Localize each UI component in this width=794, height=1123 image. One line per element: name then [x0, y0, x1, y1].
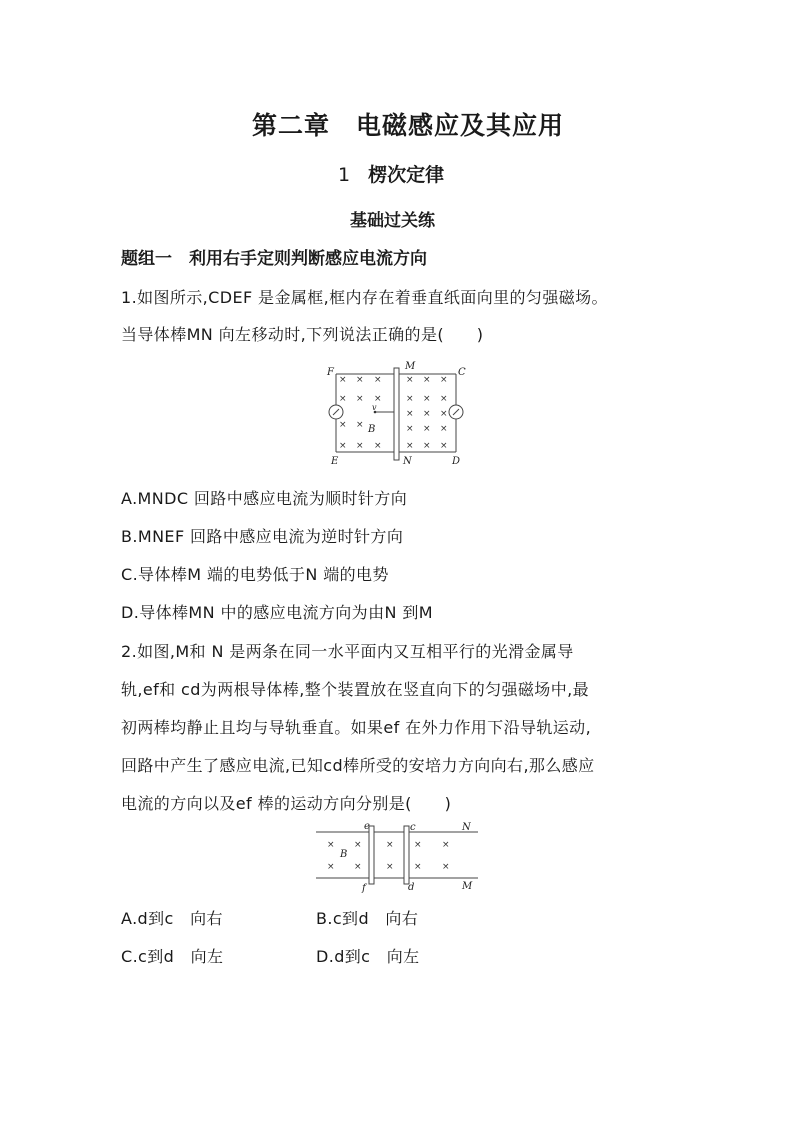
q2-stem-line-1: 2.如图,M和 N 是两条在同一水平面内又互相平行的光滑金属导 [121, 642, 574, 661]
svg-text:×: × [374, 441, 382, 451]
section-name: 楞次定律 [368, 164, 445, 186]
svg-text:×: × [386, 840, 394, 850]
section-number: 1 [338, 164, 351, 186]
q1-figure [326, 360, 471, 468]
group-heading: 题组一 利用右手定则判断感应电流方向 [121, 249, 427, 269]
label-N: N [403, 456, 412, 467]
svg-text:×: × [406, 409, 414, 419]
q2-option-c: C.c到d 向左 [121, 947, 224, 966]
svg-text:×: × [442, 862, 450, 872]
svg-text:×: × [440, 424, 448, 434]
field-crosses [339, 375, 448, 451]
label-e: e [364, 821, 370, 832]
q1-option-c: C.导体棒M 端的电势低于N 端的电势 [121, 565, 389, 584]
svg-text:×: × [423, 394, 431, 404]
q1-option-a: A.MNDC 回路中感应电流为顺时针方向 [121, 489, 408, 508]
svg-text:×: × [423, 424, 431, 434]
q2-stem-line-3: 初两棒均静止且均与导轨垂直。如果ef 在外力作用下沿导轨运动, [121, 718, 592, 737]
svg-text:×: × [356, 441, 364, 451]
svg-text:×: × [414, 840, 422, 850]
svg-text:×: × [406, 375, 414, 385]
svg-text:×: × [339, 441, 347, 451]
label-v: v [372, 403, 377, 412]
svg-text:×: × [423, 409, 431, 419]
q1-stem-line-2: 当导体棒MN 向左移动时,下列说法正确的是( ) [121, 325, 484, 344]
q2-stem-line-2: 轨,ef和 cd为两根导体棒,整个装置放在竖直向下的匀强磁场中,最 [121, 680, 589, 699]
q1-option-d: D.导体棒MN 中的感应电流方向为由N 到M [121, 603, 433, 622]
svg-text:×: × [354, 862, 362, 872]
svg-text:×: × [339, 420, 347, 430]
svg-text:×: × [327, 862, 335, 872]
rod-mn [394, 368, 399, 460]
svg-text:×: × [356, 375, 364, 385]
svg-text:×: × [374, 394, 382, 404]
svg-text:×: × [356, 420, 364, 430]
svg-text:×: × [440, 409, 448, 419]
q1-stem-line-1: 1.如图所示,CDEF 是金属框,框内存在着垂直纸面向里的匀强磁场。 [121, 288, 608, 307]
q2-option-d: D.d到c 向左 [316, 947, 420, 966]
label-D: D [452, 456, 461, 467]
rod-ef [369, 826, 374, 884]
q1-option-b: B.MNEF 回路中感应电流为逆时针方向 [121, 527, 404, 546]
svg-text:×: × [406, 424, 414, 434]
svg-text:×: × [406, 441, 414, 451]
label-C: C [458, 367, 466, 378]
label-B: B [340, 849, 348, 860]
svg-text:×: × [423, 375, 431, 385]
q2-figure [312, 820, 487, 895]
q2-option-a: A.d到c 向右 [121, 909, 223, 928]
svg-text:×: × [414, 862, 422, 872]
label-c: c [410, 822, 416, 833]
chapter-title: 第二章 电磁感应及其应用 [252, 111, 565, 140]
q2-stem-line-4: 回路中产生了感应电流,已知cd棒所受的安培力方向向右,那么感应 [121, 756, 595, 775]
label-B: B [368, 424, 376, 435]
q2-stem-line-5: 电流的方向以及ef 棒的运动方向分别是( ) [121, 794, 452, 813]
section-title [338, 160, 444, 187]
label-F: F [327, 367, 334, 378]
svg-text:×: × [440, 375, 448, 385]
label-E: E [331, 456, 339, 467]
label-d: d [408, 882, 415, 893]
rod-cd [404, 826, 409, 884]
practice-heading: 基础过关练 [350, 211, 435, 231]
svg-text:×: × [374, 375, 382, 385]
svg-text:×: × [356, 394, 364, 404]
svg-text:×: × [440, 394, 448, 404]
svg-text:×: × [406, 394, 414, 404]
label-N: N [462, 822, 471, 833]
svg-text:×: × [442, 840, 450, 850]
svg-text:×: × [440, 441, 448, 451]
label-M: M [462, 881, 473, 892]
svg-text:×: × [423, 441, 431, 451]
svg-text:×: × [339, 394, 347, 404]
svg-text:×: × [327, 840, 335, 850]
label-f: f [362, 883, 366, 894]
svg-text:×: × [386, 862, 394, 872]
svg-text:×: × [354, 840, 362, 850]
label-M: M [405, 361, 416, 372]
svg-text:×: × [339, 375, 347, 385]
q2-option-b: B.c到d 向右 [316, 909, 419, 928]
